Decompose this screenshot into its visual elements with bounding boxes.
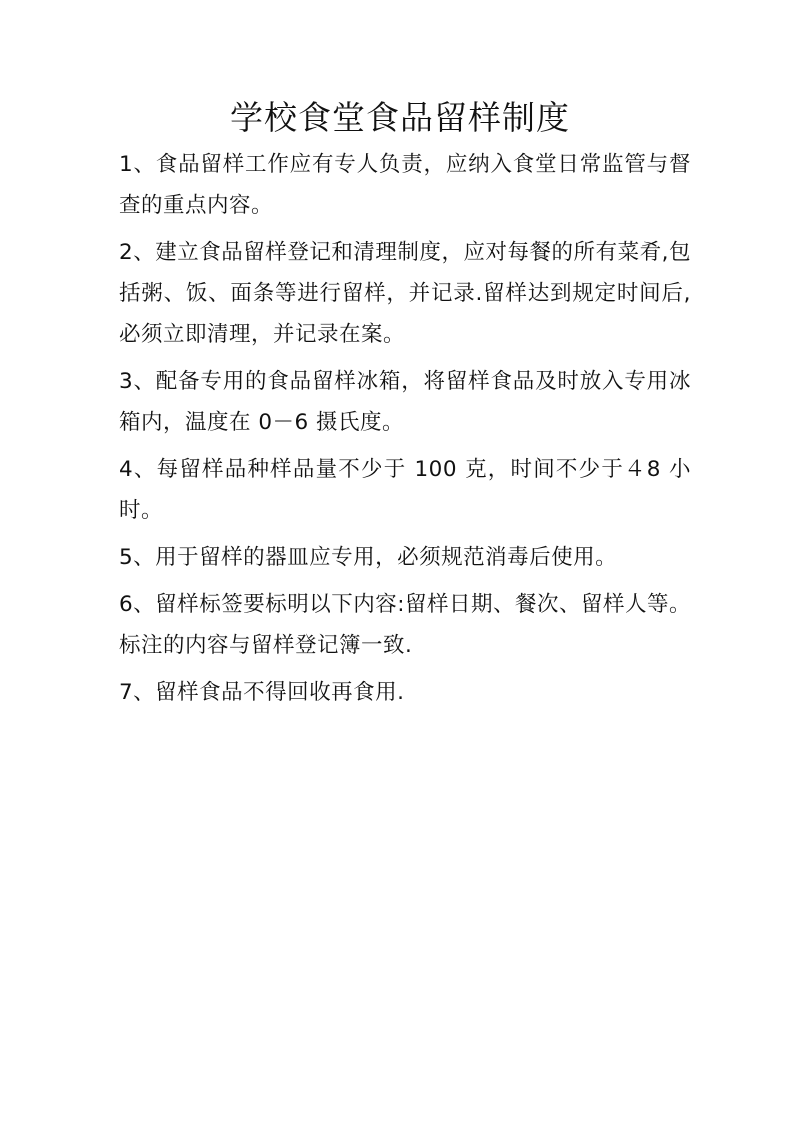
rule-item-6: 6、留样标签要标明以下内容:留样日期、餐次、留样人等。标注的内容与留样登记簿一致. — [119, 592, 691, 658]
document-title: 学校食堂食品留样制度 — [230, 98, 570, 137]
rule-item-5: 5、用于留样的器皿应专用，必须规范消毒后使用。 — [119, 545, 618, 570]
document-body — [119, 144, 691, 719]
rule-item-7: 7、留样食品不得回收再食用. — [119, 680, 405, 705]
rule-item-4: 4、每留样品种样品量不少于 100 克，时间不少于４8 小时。 — [119, 457, 691, 523]
rule-item-2: 2、建立食品留样登记和清理制度，应对每餐的所有菜肴,包括粥、饭、面条等进行留样，并记录.留样达到规定时间后,必须立即清理，并记录在案。 — [119, 240, 691, 347]
rule-item-1: 1、食品留样工作应有专人负责，应纳入食堂日常监管与督查的重点内容。 — [119, 152, 691, 218]
rule-item-3: 3、配备专用的食品留样冰箱，将留样食品及时放入专用冰箱内，温度在 0－6 摄氏度。 — [119, 369, 691, 435]
